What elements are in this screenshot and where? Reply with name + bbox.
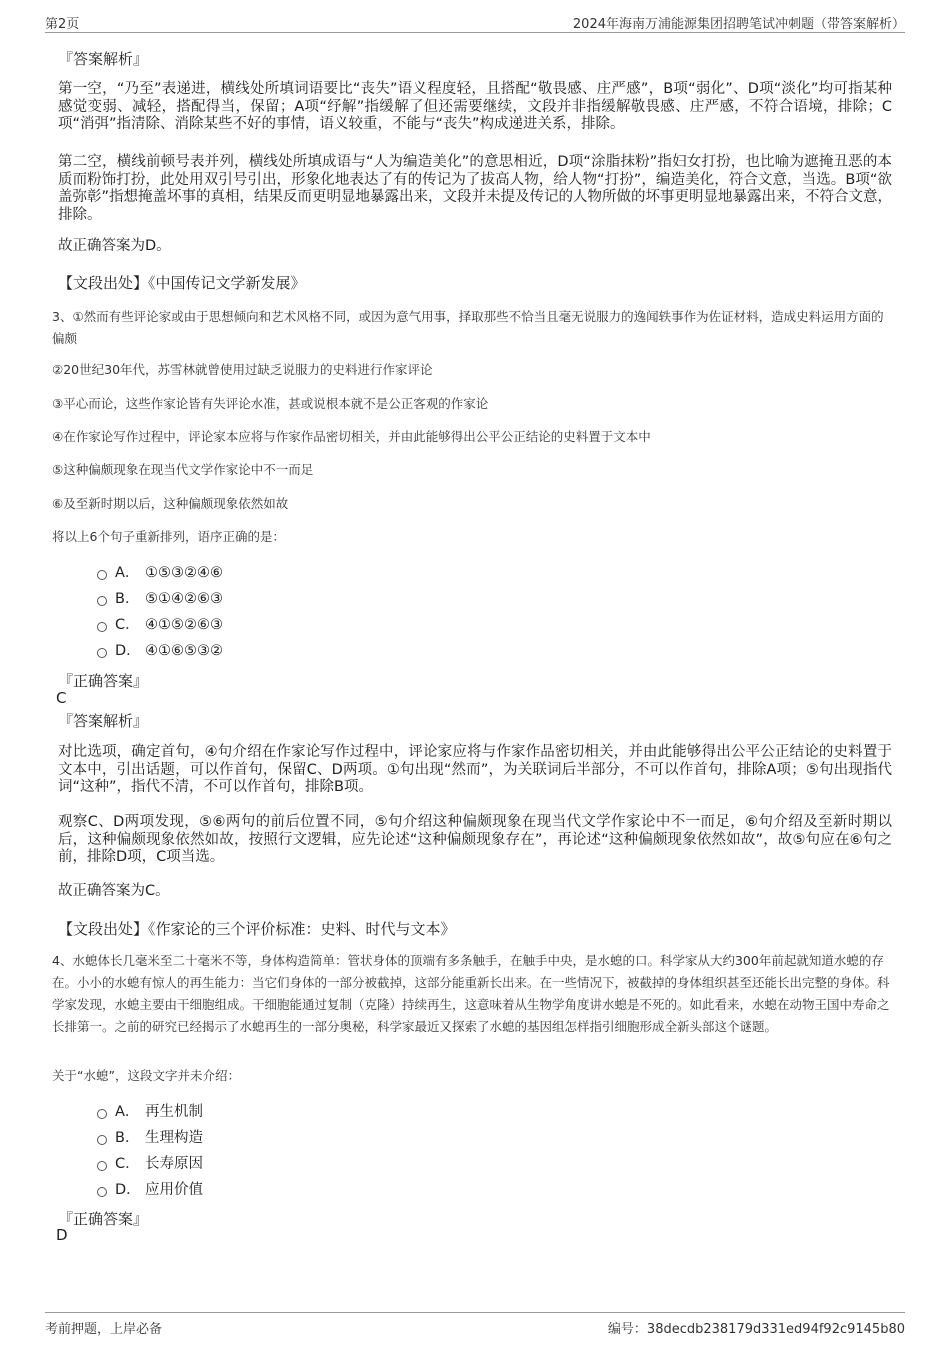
q3-sentence-3: ③平心而论，这些作家论皆有失评论水准，甚或说根本就不是公正客观的作家论 — [52, 396, 489, 411]
radio-icon[interactable] — [97, 1109, 107, 1119]
q4-prompt: 关于“水螅”，这段文字并未介绍： — [52, 1068, 240, 1083]
radio-icon[interactable] — [97, 1161, 107, 1171]
q3-option-b[interactable]: B． ⑤①④②⑥③ — [97, 589, 223, 609]
q3-answer: C — [56, 689, 67, 707]
q3-analysis-para2: 观察C、D两项发现，⑤⑥两句的前后位置不同，⑤句介绍这种偏颇现象在现当代文学作家论中不一而足，⑥句介绍及至新时期以后，这种偏颇现象依然如故，按照行文逻辑，应先论述“这种偏颇现象存在”，再论述“这种偏颇现象依然如故”，故⑤句应在⑥句之前，排除D项，C项当选。 — [58, 814, 892, 865]
q3-answer-label: 『正确答案』 — [58, 672, 149, 690]
q3-sentence-5: ⑤这种偏颇现象在现当代文学作家论中不一而足 — [52, 462, 314, 477]
q2-analysis-para2: 第二空，横线前顿号表并列，横线处所填成语与“人为编造美化”的意思相近，D项“涂脂抹粉”指妇女打扮，也比喻为遮掩丑恶的本质而粉饰打扮，此处用双引号引出，形象化地表达了有的传记为了拔高人物，给人物“打扮”，编造美化，符合文意，当选。B项“欲盖弥彰”指想掩盖坏事的真相，结果反而更明显地暴露出来，文段并未提及传记的人物所做的坏事更明显地暴露出来，不符合文意，排除。 — [58, 154, 893, 223]
radio-icon[interactable] — [97, 596, 107, 606]
radio-icon[interactable] — [97, 570, 107, 580]
q4-answer: D — [56, 1226, 68, 1244]
q3-analysis-para1: 对比选项，确定首句，④句介绍在作家论写作过程中，评论家应将与作家作品密切相关，并由此能够得出公平公正结论的史料置于文本中，引出话题，可以作首句，保留C、D两项。①句出现“然而”，为关联词后半部分，不可以作首句，排除A项；⑤句出现指代词“这种”，指代不清，不可以作首句，排除B项。 — [58, 744, 892, 795]
q3-sentence-4: ④在作家论写作过程中，评论家本应将与作家作品密切相关，并由此能够得出公平公正结论的史料置于文本中 — [52, 429, 651, 444]
q3-option-a[interactable]: A． ①⑤③②④⑥ — [97, 563, 223, 583]
q3-source: 【文段出处】《作家论的三个评价标准：史料、时代与文本》 — [58, 920, 456, 938]
q2-conclusion: 故正确答案为D。 — [58, 238, 171, 254]
page-footer — [45, 1312, 905, 1335]
radio-icon[interactable] — [97, 648, 107, 658]
q2-analysis-label: 『答案解析』 — [58, 50, 149, 68]
footer-slogan: 考前押题，上岸必备 — [45, 1322, 163, 1337]
q3-sentence-2: ②20世纪30年代，苏雪林就曾使用过缺乏说服力的史料进行作家评论 — [52, 362, 433, 377]
q4-option-b[interactable]: B． 生理构造 — [97, 1128, 203, 1148]
q3-sentence-6: ⑥及至新时期以后，这种偏颇现象依然如故 — [52, 496, 289, 511]
q4-answer-label: 『正确答案』 — [58, 1210, 149, 1228]
document-title: 2024年海南万浦能源集团招聘笔试冲刺题（带答案解析） — [572, 17, 905, 32]
q3-analysis-label: 『答案解析』 — [58, 712, 149, 730]
q4-option-a[interactable]: A． 再生机制 — [97, 1102, 203, 1122]
q4-stem: 4、水螅体长几毫米至二十毫米不等，身体构造简单：管状身体的顶端有多条触手，在触手中央，是水螅的口。科学家从大约300年前起就知道水螅的存在。小小的水螅有惊人的再生能力：当它们身体的一部分被截掉，这部分能重新长出来。在一些情况下，被截掉的身体组织甚至还能长出完整的身体。科学家发现，水螅主要由干细胞组成。干细胞能通过复制（克隆）持续再生，这意味着从生物学角度讲水螅是不死的。如此看来，水螅在动物王国中寿命之长排第一。之前的研究已经揭示了水螅再生的一部分奥秘，科学家最近又探索了水螅的基因组怎样指引细胞形成全新头部这个谜题。 — [52, 953, 890, 1034]
footer-doc-id: 编号：38decdb238179d331ed94f92c9145b80 — [607, 1322, 905, 1337]
page-header — [45, 10, 905, 33]
q2-source: 【文段出处】《中国传记文学新发展》 — [58, 274, 306, 292]
q2-analysis-para1: 第一空，“乃至”表递进，横线处所填词语要比“丧失”语义程度轻，且搭配“敬畏感、庄严感”，B项“弱化”、D项“淡化”均可指某种感觉变弱、减轻，搭配得当，保留；A项“纾解”指缓解了但还需要继续，文段并非指缓解敬畏感、庄严感，不符合语境，排除；C项“消弭”指清除、消除某些不好的事情，语义较重，不能与“丧失”构成递进关系，排除。 — [58, 81, 892, 132]
radio-icon[interactable] — [97, 1135, 107, 1145]
q3-stem: 3、①然而有些评论家或由于思想倾向和艺术风格不同，或因为意气用事，择取那些不恰当且毫无说服力的逸闻轶事作为佐证材料，造成史料运用方面的偏颇 — [52, 309, 884, 346]
page-number: 第2页 — [45, 17, 80, 32]
radio-icon[interactable] — [97, 1187, 107, 1197]
radio-icon[interactable] — [97, 622, 107, 632]
q3-conclusion: 故正确答案为C。 — [58, 883, 170, 899]
q3-prompt: 将以上6个句子重新排列，语序正确的是： — [52, 529, 285, 544]
q4-option-c[interactable]: C． 长寿原因 — [97, 1154, 203, 1174]
q3-option-c[interactable]: C． ④①⑤②⑥③ — [97, 615, 223, 635]
q4-option-d[interactable]: D． 应用价值 — [97, 1180, 203, 1200]
q3-option-d[interactable]: D． ④①⑥⑤③② — [97, 641, 223, 661]
